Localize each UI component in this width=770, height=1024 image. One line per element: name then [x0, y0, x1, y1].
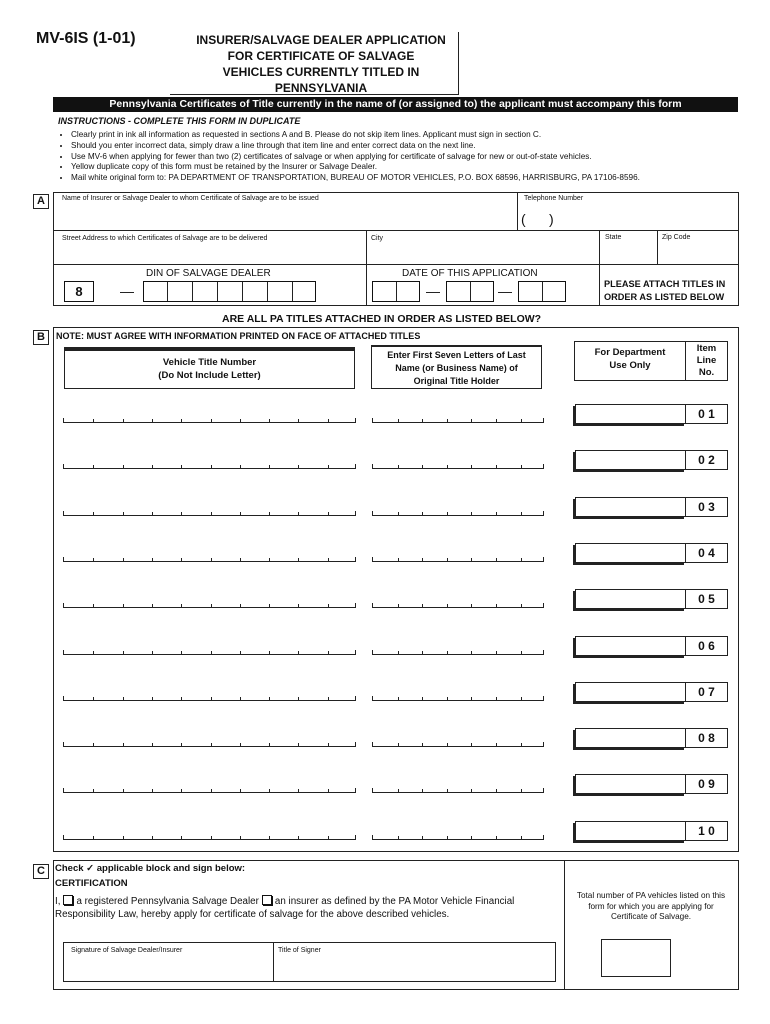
- holder-name-field[interactable]: [372, 650, 544, 655]
- zip-field[interactable]: [660, 244, 736, 262]
- item-line-number: 0 1: [685, 404, 728, 424]
- section-a-divider-1: [53, 230, 739, 231]
- dept-use-box: [575, 450, 686, 470]
- cert-opt1: a registered Pennsylvania Salvage Dealer: [76, 896, 259, 907]
- zip-label: Zip Code: [662, 234, 691, 241]
- phone-field[interactable]: ( ): [521, 211, 554, 227]
- cert-heading: CERTIFICATION: [55, 878, 128, 889]
- phone-label: Telephone Number: [524, 195, 584, 202]
- din-label: DIN OF SALVAGE DEALER: [146, 268, 271, 279]
- section-a-letter: A: [33, 194, 49, 209]
- section-b-letter: B: [33, 330, 49, 345]
- item-line-number: 0 2: [685, 450, 728, 470]
- total-text: Total number of PA vehicles listed on this form for which you are applying for Certificate of Salvage.: [576, 891, 726, 921]
- banner: Pennsylvania Certificates of Title currently in the name of (or assigned to) the applicant must accompany this form: [53, 97, 738, 112]
- dept-use-box: [575, 404, 686, 424]
- dept-use-box: [575, 636, 686, 656]
- vehicle-title-number-field[interactable]: [63, 511, 356, 516]
- date-dash-2: —: [498, 283, 512, 299]
- holder-name-field[interactable]: [372, 511, 544, 516]
- section-c-divider: [564, 860, 565, 990]
- street-field[interactable]: [56, 245, 362, 262]
- city-state-divider: [599, 230, 600, 306]
- holder-name-field[interactable]: [372, 788, 544, 793]
- item-line-number: 0 9: [685, 774, 728, 794]
- item-line-number: 1 0: [685, 821, 728, 841]
- form-title: INSURER/SALVAGE DEALER APPLICATION FOR CERTIFICATE OF SALVAGE VEHICLES CURRENTLY TITLED IN PENNSYLVANIA: [196, 33, 446, 95]
- salvage-dealer-checkbox[interactable]: [63, 895, 73, 905]
- date-dash-1: —: [426, 283, 440, 299]
- din-prefix-box: 8: [64, 281, 94, 302]
- holder-name-field[interactable]: [372, 835, 544, 840]
- holder-name-field[interactable]: [372, 603, 544, 608]
- vtn-header: Vehicle Title Number (Do Not Include Letter): [64, 349, 355, 389]
- vehicle-title-number-field[interactable]: [63, 788, 356, 793]
- state-label: State: [605, 234, 622, 241]
- item-line-number: 0 3: [685, 497, 728, 517]
- din-date-divider: [366, 264, 367, 306]
- vehicle-title-number-field[interactable]: [63, 650, 356, 655]
- title-underline: [170, 94, 459, 95]
- titles-question: ARE ALL PA TITLES ATTACHED IN ORDER AS LISTED BELOW?: [222, 313, 542, 325]
- city-label: City: [371, 235, 384, 242]
- item-line-number: 0 8: [685, 728, 728, 748]
- state-field[interactable]: [602, 244, 654, 262]
- vehicle-title-number-field[interactable]: [63, 742, 356, 747]
- vehicle-title-number-field[interactable]: [63, 603, 356, 608]
- instructions-list: [57, 130, 747, 184]
- date-year-boxes[interactable]: [518, 281, 566, 302]
- signature-label: Signature of Salvage Dealer/Insurer: [71, 947, 183, 954]
- street-label: Street Address to which Certificates of Salvage are to be delivered: [62, 235, 268, 242]
- item-line-number: 0 4: [685, 543, 728, 563]
- title-of-signer-label: Title of Signer: [278, 947, 321, 954]
- holder-name-field[interactable]: [372, 557, 544, 562]
- dept-use-box: [575, 497, 686, 517]
- instruction-item: • Use MV-6 when applying for fewer than two (2) certificates of salvage or when applying for certificate of salvage for new or out-of-state vehicles.: [71, 152, 747, 163]
- name-phone-divider: [517, 192, 518, 230]
- item-line-number: 0 7: [685, 682, 728, 702]
- dept-use-box: [575, 728, 686, 748]
- title-divider: [458, 32, 459, 94]
- vehicle-title-number-field[interactable]: [63, 835, 356, 840]
- vehicle-title-number-field[interactable]: [63, 557, 356, 562]
- section-a-divider-2: [53, 264, 739, 265]
- section-b-note: NOTE: MUST AGREE WITH INFORMATION PRINTED ON FACE OF ATTACHED TITLES: [56, 331, 421, 341]
- holder-name-field[interactable]: [372, 418, 544, 423]
- instruction-item: • Yellow duplicate copy of this form must be retained by the Insurer or Salvage Dealer.: [71, 162, 747, 173]
- vehicle-title-number-field[interactable]: [63, 418, 356, 423]
- cert-i: I,: [55, 896, 61, 907]
- holder-name-field[interactable]: [372, 696, 544, 701]
- dept-use-box: [575, 543, 686, 563]
- din-dash: —: [120, 283, 134, 299]
- item-header: Item Line No.: [685, 341, 728, 381]
- attach-note: PLEASE ATTACH TITLES IN ORDER AS LISTED BELOW: [604, 279, 726, 302]
- item-line-number: 0 6: [685, 636, 728, 656]
- name-header: Enter First Seven Letters of Last Name (or Business Name) of Original Title Holder: [371, 345, 542, 389]
- cert-line2: Responsibility Law, hereby apply for certificate of salvage for the above described vehicles.: [55, 909, 450, 920]
- state-zip-divider: [657, 230, 658, 264]
- name-field[interactable]: [56, 205, 514, 227]
- insurer-checkbox[interactable]: [262, 895, 272, 905]
- instructions-heading: INSTRUCTIONS - COMPLETE THIS FORM IN DUPLICATE: [58, 116, 301, 126]
- signature-divider: [273, 942, 274, 982]
- instruction-item: • Clearly print in ink all information as requested in sections A and B. Please do not skip item lines. Applicant must sign in section C.: [71, 130, 747, 141]
- date-label: DATE OF THIS APPLICATION: [402, 268, 538, 279]
- check-heading: Check ✓ applicable block and sign below:: [55, 863, 246, 874]
- signature-field[interactable]: [66, 957, 270, 979]
- cert-opt2: an insurer as defined by the PA Motor Vehicle Financial: [274, 896, 515, 907]
- form-number: MV-6IS (1-01): [36, 30, 136, 47]
- dept-use-box: [575, 589, 686, 609]
- name-label: Name of Insurer or Salvage Dealer to whom Certificate of Salvage are to be issued: [62, 195, 319, 202]
- city-field[interactable]: [369, 245, 597, 262]
- section-c-letter: C: [33, 864, 49, 879]
- date-day-boxes[interactable]: [446, 281, 494, 302]
- vehicle-title-number-field[interactable]: [63, 464, 356, 469]
- instruction-item: • Should you enter incorrect data, simply draw a line through that item line and enter correct data on the next line.: [71, 141, 747, 152]
- total-vehicles-box[interactable]: [601, 939, 671, 977]
- item-line-number: 0 5: [685, 589, 728, 609]
- holder-name-field[interactable]: [372, 464, 544, 469]
- vehicle-title-number-field[interactable]: [63, 696, 356, 701]
- dept-header: For Department Use Only: [574, 341, 686, 381]
- street-city-divider: [366, 230, 367, 264]
- instruction-item: • Mail white original form to: PA DEPARTMENT OF TRANSPORTATION, BUREAU OF MOTOR VEHICLES, P.O. BOX 68596, HARRISBURG, PA 17106-8596.: [71, 173, 747, 184]
- title-of-signer-field[interactable]: [276, 957, 552, 979]
- dept-use-box: [575, 774, 686, 794]
- certification-text: [55, 895, 560, 921]
- din-boxes[interactable]: [143, 281, 316, 302]
- holder-name-field[interactable]: [372, 742, 544, 747]
- dept-use-box: [575, 821, 686, 841]
- date-month-boxes[interactable]: [372, 281, 420, 302]
- dept-use-box: [575, 682, 686, 702]
